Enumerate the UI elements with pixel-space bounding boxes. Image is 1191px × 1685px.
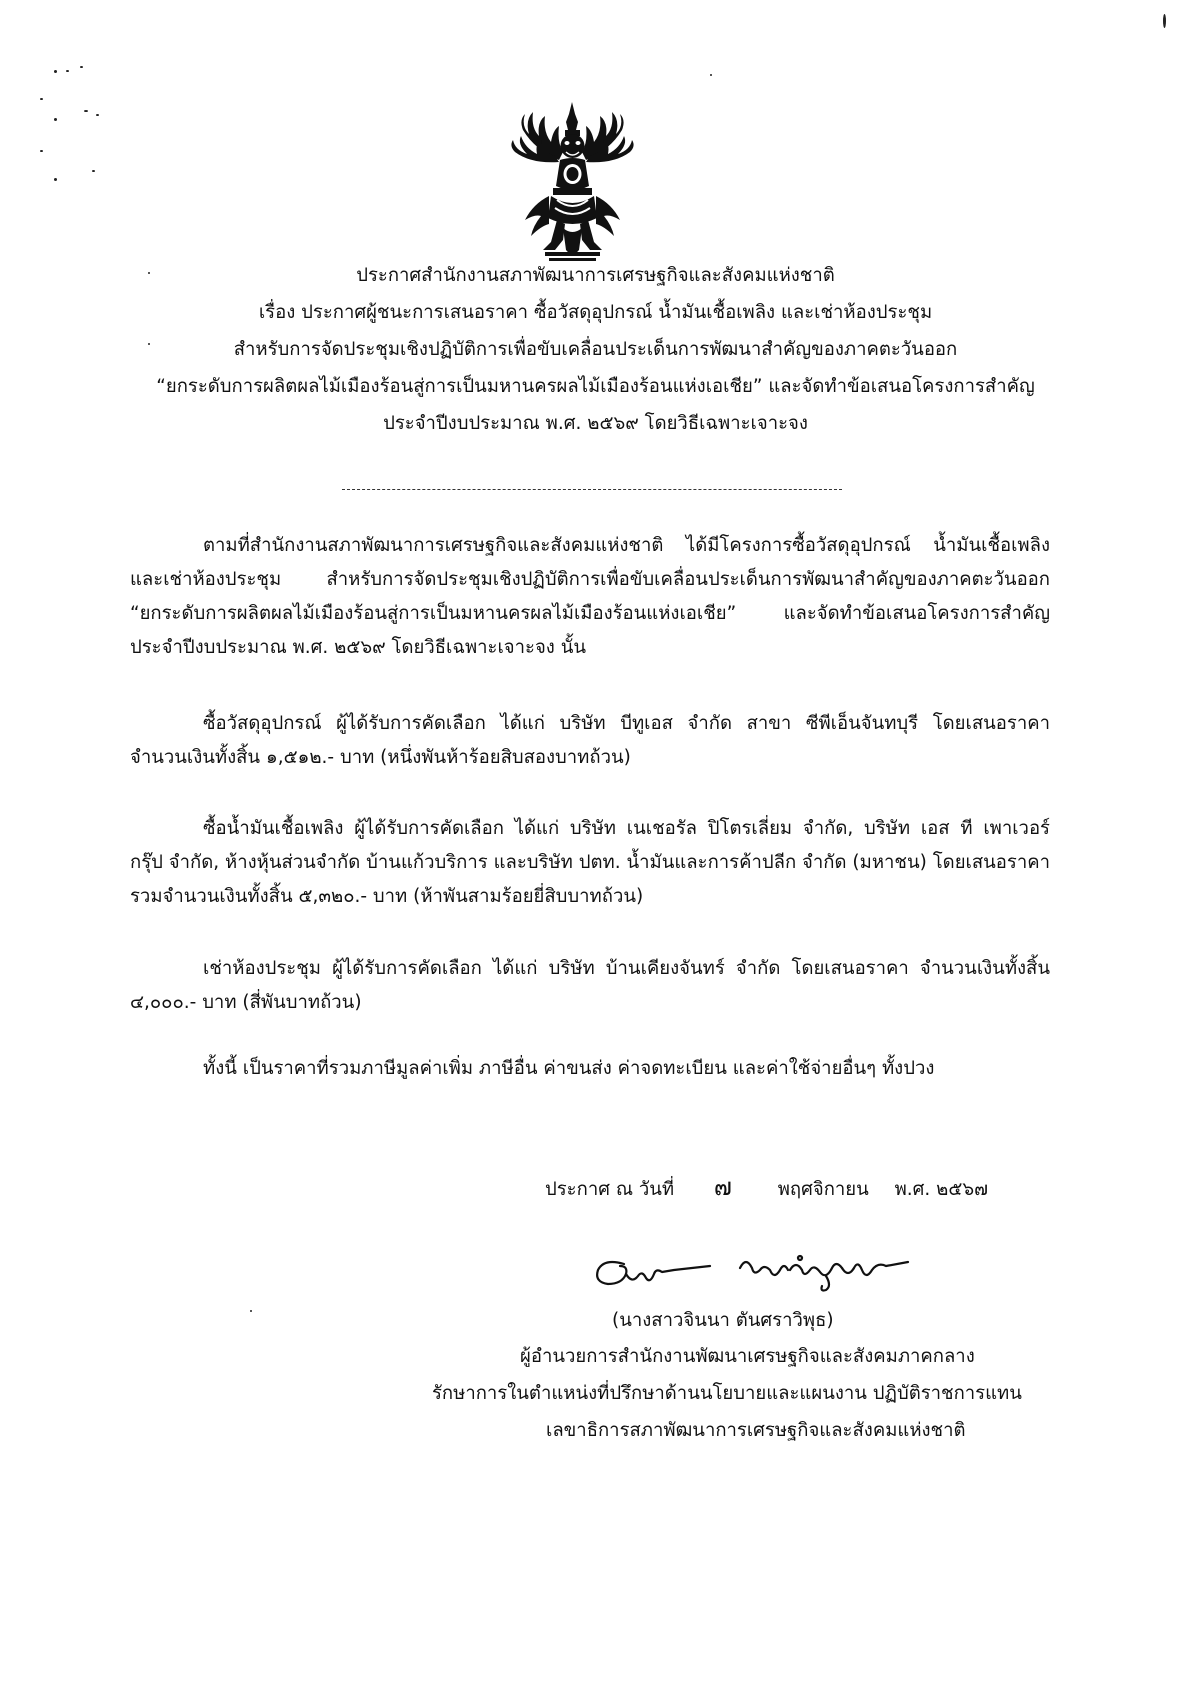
- paragraph-line: รวมจำนวนเงินทั้งสิ้น ๕,๓๒๐.- บาท (ห้าพันสามร้อยยี่สิบบาทถ้วน): [130, 886, 644, 907]
- garuda-emblem-icon: [505, 100, 640, 265]
- scan-speck: [40, 98, 43, 100]
- date-year: พ.ศ. ๒๕๖๗: [894, 1179, 988, 1200]
- body-paragraph-3: [130, 812, 1050, 914]
- date-month: พฤศจิกายน: [777, 1179, 869, 1200]
- paragraph-line: “ยกระดับการผลิตผลไม้เมืองร้อนสู่การเป็นมหานครผลไม้เมืองร้อนแห่งเอเชีย” และจัดทำข้อเสนอโครงการสำคัญ: [130, 603, 1050, 624]
- paragraph-line: เช่าห้องประชุม ผู้ได้รับการคัดเลือก ได้แก่ บริษัท บ้านเคียงจันทร์ จำกัด โดยเสนอราคา จำนวนเงินทั้งสิ้น: [203, 958, 1050, 979]
- scan-speck: [92, 170, 95, 172]
- scan-speck: [40, 150, 43, 152]
- header-line-1: ประกาศสำนักงานสภาพัฒนาการเศรษฐกิจและสังคมแห่งชาติ: [356, 265, 835, 286]
- signatory-name: (นางสาวจินนา ตันศราวิพุธ): [612, 1310, 834, 1331]
- scan-speck: [54, 118, 57, 121]
- paragraph-line: ซื้อวัสดุอุปกรณ์ ผู้ได้รับการคัดเลือก ได้แก่ บริษัท บีทูเอส จำกัด สาขา ซีพีเอ็นจันทบุรี โดยเสนอราคา: [203, 713, 1050, 734]
- scan-speck: [96, 114, 99, 116]
- announcement-date: [545, 1167, 988, 1206]
- signatory-title-3: เลขาธิการสภาพัฒนาการเศรษฐกิจและสังคมแห่งชาติ: [546, 1420, 966, 1441]
- scan-speck: [54, 70, 57, 73]
- scan-speck: [66, 70, 69, 72]
- paragraph-line: กรุ๊ป จำกัด, ห้างหุ้นส่วนจำกัด บ้านแก้วบริการ และบริษัท ปตท. น้ำมันและการค้าปลีก จำกัด (มหาชน) โดยเสนอราคา: [130, 852, 1050, 873]
- paragraph-line: ประจำปีงบประมาณ พ.ศ. ๒๕๖๙ โดยวิธีเฉพาะเจาะจง นั้น: [130, 637, 587, 658]
- signatory-title-2: รักษาการในตำแหน่งที่ปรึกษาด้านนโยบายและแผนงาน ปฏิบัติราชการแทน: [432, 1383, 1022, 1404]
- header-divider: [342, 489, 842, 490]
- paragraph-line: ทั้งนี้ เป็นราคาที่รวมภาษีมูลค่าเพิ่ม ภาษีอื่น ค่าขนส่ง ค่าจดทะเบียน และค่าใช้จ่ายอื่นๆ ทั้งปวง: [203, 1058, 935, 1079]
- scan-speck: [54, 178, 57, 181]
- paragraph-line: และเช่าห้องประชุม สำหรับการจัดประชุมเชิงปฏิบัติการเพื่อขับเคลื่อนประเด็นการพัฒนาสำคัญของภาคตะวันออก: [130, 569, 1050, 590]
- body-paragraph-2: [130, 707, 1050, 775]
- body-paragraph-5: [130, 1052, 1050, 1086]
- scan-speck: [250, 1310, 252, 1312]
- paragraph-line: ซื้อน้ำมันเชื้อเพลิง ผู้ได้รับการคัดเลือก ได้แก่ บริษัท เนเชอรัล ปิโตรเลี่ยม จำกัด, บริษัท เอส ที เพาเวอร์: [203, 818, 1050, 839]
- header-line-2: เรื่อง ประกาศผู้ชนะการเสนอราคา ซื้อวัสดุอุปกรณ์ น้ำมันเชื้อเพลิง และเช่าห้องประชุม: [258, 302, 933, 323]
- header-line-5: ประจำปีงบประมาณ พ.ศ. ๒๕๖๙ โดยวิธีเฉพาะเจาะจง: [383, 413, 808, 434]
- date-day: ๗: [713, 1173, 732, 1201]
- handwritten-signature: [590, 1240, 935, 1300]
- paragraph-line: ๔,๐๐๐.- บาท (สี่พันบาทถ้วน): [130, 992, 362, 1013]
- header-line-3: สำหรับการจัดประชุมเชิงปฏิบัติการเพื่อขับเคลื่อนประเด็นการพัฒนาสำคัญของภาคตะวันออก: [233, 339, 958, 360]
- scan-speck: [84, 110, 88, 112]
- scan-speck: [1163, 14, 1166, 28]
- paragraph-line: ตามที่สำนักงานสภาพัฒนาการเศรษฐกิจและสังคมแห่งชาติ ได้มีโครงการซื้อวัสดุอุปกรณ์ น้ำมันเชื้อเพลิง: [203, 535, 1050, 556]
- paragraph-line: จำนวนเงินทั้งสิ้น ๑,๕๑๒.- บาท (หนึ่งพันห้าร้อยสิบสองบาทถ้วน): [130, 747, 631, 768]
- body-paragraph-1: [130, 529, 1050, 665]
- header-line-4: “ยกระดับการผลิตผลไม้เมืองร้อนสู่การเป็นมหานครผลไม้เมืองร้อนแห่งเอเชีย” และจัดทำข้อเสนอโครงการสำคัญ: [156, 376, 1035, 397]
- date-prefix: ประกาศ ณ วันที่: [545, 1179, 675, 1200]
- scan-speck: [80, 66, 83, 68]
- signatory-title-1: ผู้อำนวยการสำนักงานพัฒนาเศรษฐกิจและสังคมภาคกลาง: [520, 1346, 975, 1367]
- scan-speck: [710, 74, 712, 76]
- body-paragraph-4: [130, 952, 1050, 1020]
